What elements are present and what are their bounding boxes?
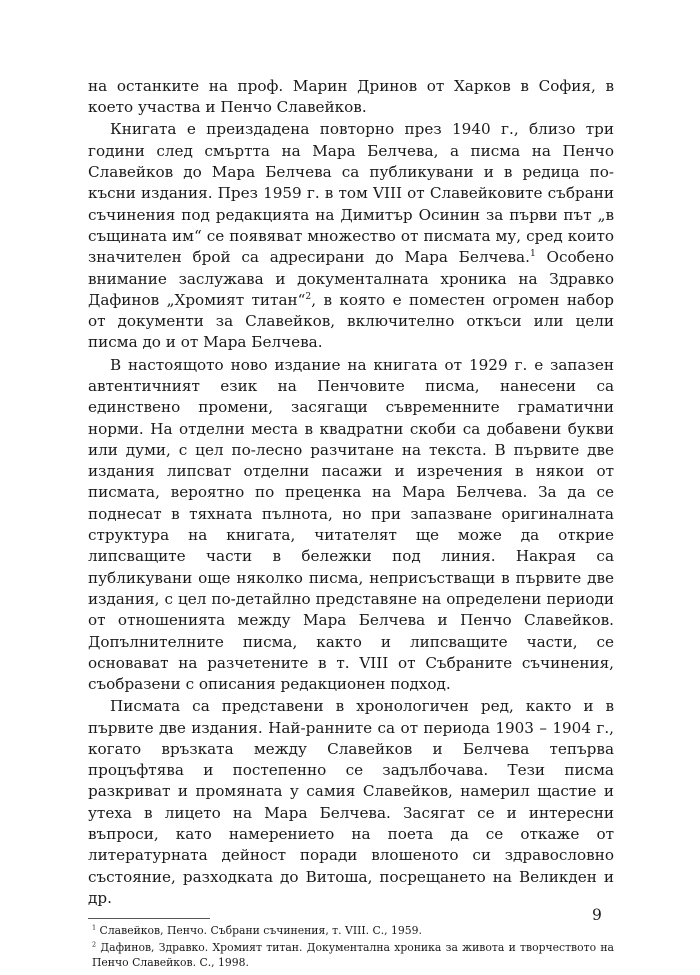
paragraph-2 xyxy=(88,119,614,353)
paragraph-3 xyxy=(88,355,614,696)
paragraph-4-text: Писмата са представени в хронологичен ред, както и в първите две издания. Най-ранните са от периода 1903 – 1904 г., когато връзката между Славейков и Белчева тепърва процъфтява и постепенно се задълбочава. Тези писма разкриват и промяната у самия Славейков, намерил щастие и утеха в лицето на Мара Белчева. Засягат се и интересни въпроси, като намерението на поета да се откаже от литературната дейност поради влошеното си здравословно състояние, разходката до Витоша, посрещането на Великден и др. xyxy=(88,697,614,907)
footnote-2-mark: 2 xyxy=(92,940,97,949)
footnote-separator xyxy=(88,918,210,919)
paragraph-3-text: В настоящото ново издание на книгата от 1929 г. е запазен автентичният език на Пенчовите писма, нанесени са единствено промени, засягащи съвременните граматични норми. На отделни места в квадратни скоби са добавени букви или думи, с цел по-лесно разчитане на текста. В първите две издания липсват отделни пасажи и изречения в някои от писмата, вероятно по преценка на Мара Белчева. За да се поднесат в тяхната пълнота, но при запазване оригиналната структура на книгата, читателят ще може да открие липсващите части в бележки под линия. Накрая са публикувани още няколко писма, неприсъстващи в първите две издания, с цел по-детайлно представяне на определени периоди от отношенията между Мара Белчева и Пенчо Славейков. Допълнителните писма, както и липсващите части, се основават на разчетените в т. VIII от Събраните съчинения, съобразени с описания редакционен подход. xyxy=(88,355,614,694)
footnote-1 xyxy=(88,923,614,938)
paragraph-2-text-c: , в която е поместен огромен набор от документи за Славейков, включително откъси или цели писма до и от Мара Белчева. xyxy=(88,290,614,352)
footnote-ref-2: 2 xyxy=(305,291,312,302)
footnote-1-mark: 1 xyxy=(92,923,97,932)
body-text xyxy=(88,76,614,970)
footnote-2 xyxy=(88,940,614,970)
paragraph-1-text: на останките на проф. Марин Дринов от Харков в София, в което участва и Пенчо Славейков. xyxy=(88,77,614,117)
footnote-2-text: Дафинов, Здравко. Хромият титан. Документална хроника за живота и творчеството на Пенчо Славейков. С., 1998. xyxy=(92,941,614,970)
paragraph-2-text-b: Особено внимание заслужава и документалната хроника на Здравко Дафинов „Хромият титан“ xyxy=(88,248,614,309)
page-number: 9 xyxy=(592,906,602,924)
paragraph-1 xyxy=(88,76,614,119)
footnote-ref-1: 1 xyxy=(529,249,536,260)
paragraph-4 xyxy=(88,696,614,909)
footnote-1-text: Славейков, Пенчо. Събрани съчинения, т. VIII. С., 1959. xyxy=(96,924,422,938)
paragraph-2-text-a: Книгата е преиздадена повторно през 1940 г., близо три години след смъртта на Мара Белчева, а писма на Пенчо Славейков до Мара Белчева са публикувани и в редица по-късни издания. През 1959 г. в том VIII от Славейковите събрани съчинения под редакцията на Димитър Осинин за първи път „в същината им“ се появяват множество от писмата му, сред които значителен брой са адресирани до Мара Белчева. xyxy=(88,120,614,267)
